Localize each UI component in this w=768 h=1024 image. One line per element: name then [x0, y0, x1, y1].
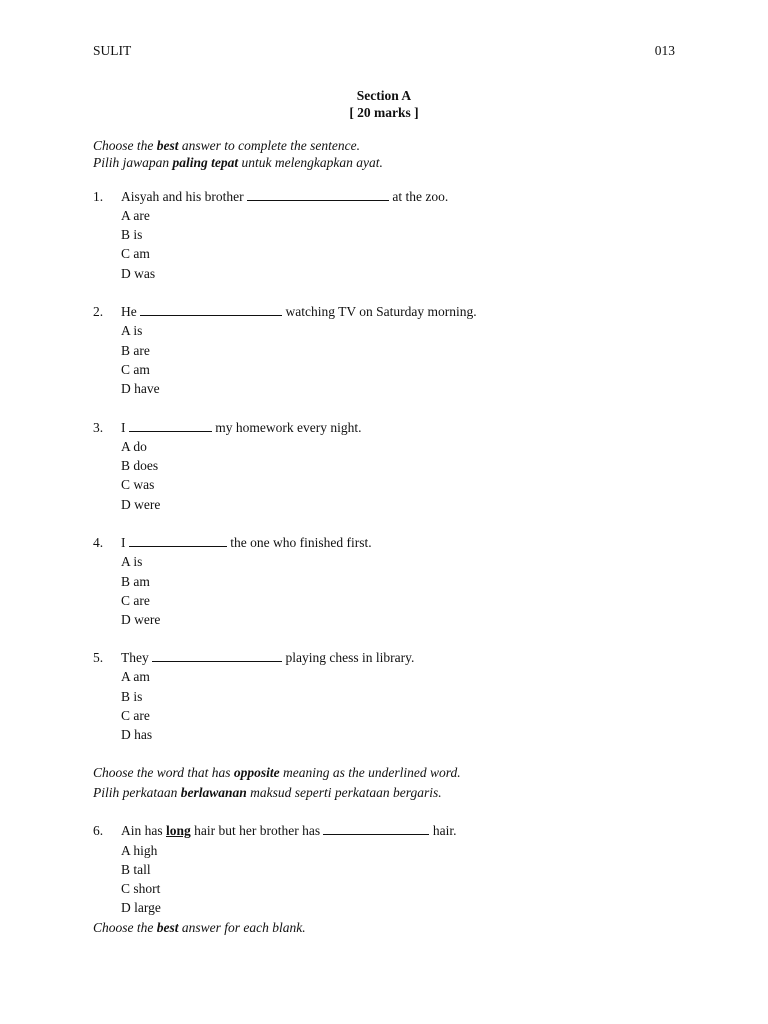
question-6-number: 6. [93, 823, 104, 838]
instruction-english: Choose the best answer to complete the sentence. [93, 138, 360, 153]
answer-blank [247, 189, 389, 201]
answer-blank [323, 823, 429, 835]
question-3-option-b: B does [121, 458, 159, 473]
instruction-opposite-malay: Pilih perkataan berlawanan maksud seperti perkataan bergaris. [93, 785, 442, 800]
question-3-text: I my homework every night. [121, 420, 362, 435]
question-3-number: 3. [93, 420, 104, 435]
question-4-text: I the one who finished first. [121, 535, 372, 550]
answer-blank [129, 420, 212, 432]
question-2-option-d: D have [121, 381, 160, 396]
question-3-option-c: C was [121, 477, 155, 492]
question-5-option-b: B is [121, 689, 143, 704]
question-2-number: 2. [93, 304, 104, 319]
question-1-text: Aisyah and his brother at the zoo. [121, 189, 449, 204]
section-marks: [ 20 marks ] [349, 105, 419, 120]
question-6-text: Ain has long hair but her brother has hair. [121, 823, 457, 838]
question-1-option-b: B is [121, 227, 143, 242]
question-5-text: They playing chess in library. [121, 650, 415, 665]
header-right: 013 [654, 43, 675, 58]
question-4-option-d: D were [121, 612, 161, 627]
question-2-option-a: A is [121, 323, 143, 338]
answer-blank [152, 650, 282, 662]
header-left: SULIT [93, 43, 132, 58]
answer-blank [140, 304, 282, 316]
question-1-option-c: C am [121, 246, 150, 261]
question-4-option-a: A is [121, 554, 143, 569]
question-2-text: He watching TV on Saturday morning. [121, 304, 477, 319]
question-3-option-d: D were [121, 497, 161, 512]
question-4-number: 4. [93, 535, 104, 550]
question-2-option-b: B are [121, 343, 150, 358]
question-5-option-a: A am [121, 669, 150, 684]
question-3-option-a: A do [121, 439, 147, 454]
question-1-number: 1. [93, 189, 104, 204]
question-2-option-c: C am [121, 362, 150, 377]
question-5-option-c: C are [121, 708, 150, 723]
question-6-option-c: C short [121, 881, 161, 896]
instruction-malay: Pilih jawapan paling tepat untuk melengkapkan ayat. [93, 155, 383, 170]
question-1-option-d: D was [121, 266, 156, 281]
section-title: Section A [356, 88, 412, 103]
question-1-option-a: A are [121, 208, 150, 223]
instruction-each-blank: Choose the best answer for each blank. [93, 920, 306, 935]
underlined-word: long [166, 823, 191, 838]
answer-blank [129, 535, 227, 547]
question-6-option-d: D large [121, 900, 161, 915]
instruction-opposite-english: Choose the word that has opposite meaning as the underlined word. [93, 765, 461, 780]
question-4-option-c: C are [121, 593, 150, 608]
question-6-option-a: A high [121, 843, 158, 858]
question-5-option-d: D has [121, 727, 153, 742]
question-4-option-b: B am [121, 574, 150, 589]
question-6-option-b: B tall [121, 862, 151, 877]
question-5-number: 5. [93, 650, 104, 665]
